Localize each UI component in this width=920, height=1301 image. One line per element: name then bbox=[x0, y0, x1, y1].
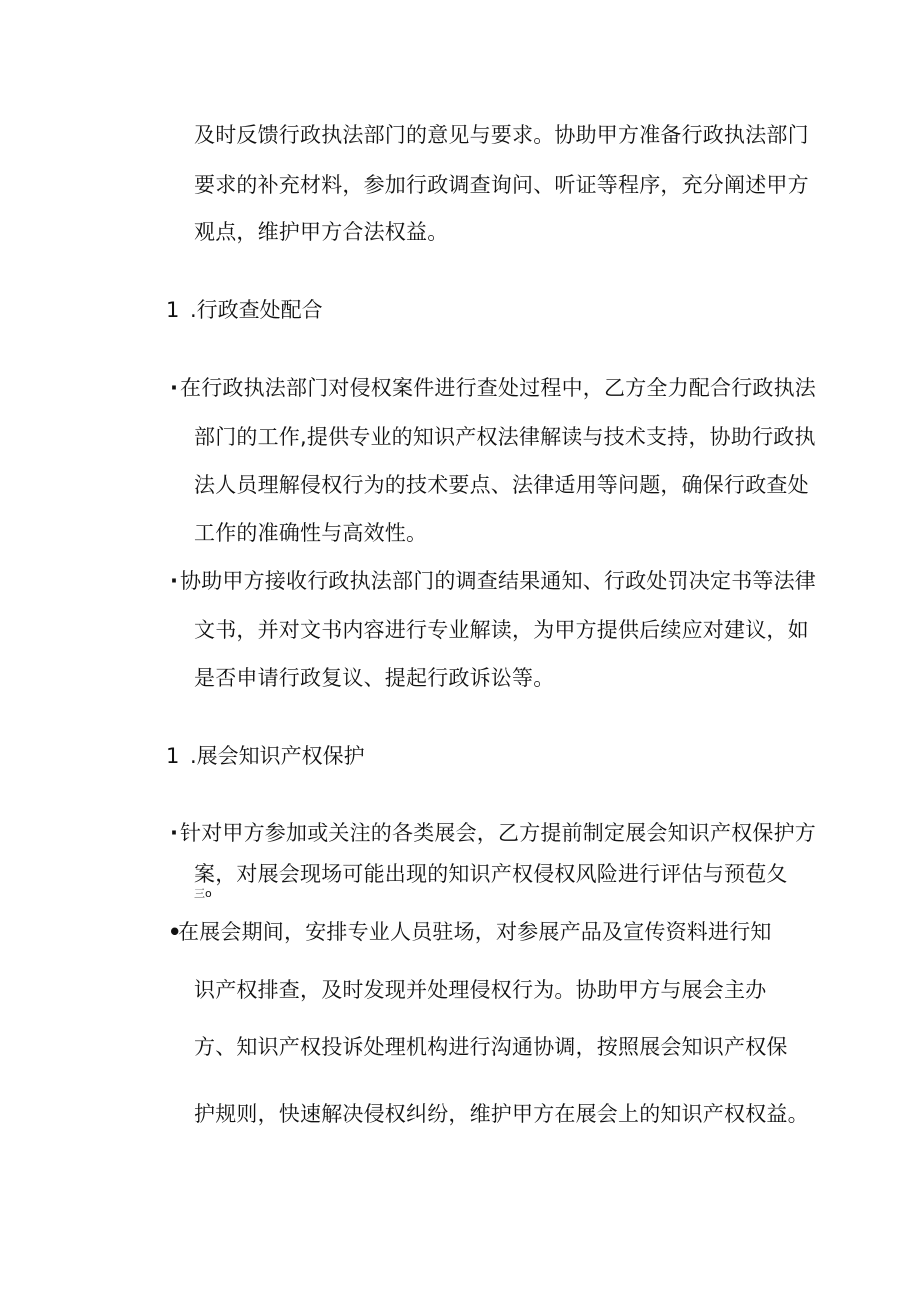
bullet-text: 协助甲方接收行政执法部门的调查结果通知、行政处罚决定书等法律 bbox=[180, 569, 816, 593]
bullet-text: 在行政执法部门对侵权案件进行查处过程中，乙方全力配合行政执法 bbox=[180, 376, 816, 400]
intro-line-2: 要求的补充材料，参加行政调查询问、听证等程序，充分阐述甲方 bbox=[194, 173, 809, 197]
section2-bullet2-line-4: 护规则，快速解决侵权纠纷，维护甲方在展会上的知识产权权益。 bbox=[194, 1102, 809, 1126]
section1-heading bbox=[166, 297, 323, 323]
bullet-text: 在展会期间，安排专业人员驻场，对参展产品及宣传资料进行知 bbox=[178, 920, 772, 944]
bullet-marker: · bbox=[170, 376, 179, 400]
bullet-marker: · bbox=[170, 569, 179, 593]
section1-bullet1-line-2: 部门的工作,提供专业的知识产权法律解读与技术支持，协助行政执 bbox=[194, 425, 816, 449]
section1-title: .行政查处配合 bbox=[190, 298, 323, 322]
section1-bullet1-line-4: 工作的准确性与高效性。 bbox=[194, 521, 428, 545]
section2-bullet1-line-1 bbox=[170, 820, 816, 846]
bullet-text: 针对甲方参加或关注的各类展会，乙方提前制定展会知识产权保护方 bbox=[180, 821, 816, 845]
section2-heading bbox=[166, 743, 365, 769]
section1-bullet2-line-2: 文书，并对文书内容进行专业解读，为甲方提供后续应对建议，如 bbox=[194, 618, 809, 642]
section1-number: 1 bbox=[166, 298, 180, 322]
bullet-marker: · bbox=[170, 821, 179, 845]
section2-bullet2-line-1 bbox=[168, 919, 772, 945]
section2-bullet2-line-3: 方、知识产权投诉处理机构进行沟通协调，按照展会知识产权保 bbox=[194, 1035, 788, 1059]
section1-bullet1-line-1 bbox=[170, 375, 816, 401]
section2-title: .展会知识产权保护 bbox=[190, 744, 365, 768]
section2-bullet1-line-2: 案，对展会现场可能出现的知识产权侵权风险进行评估与预苞夂 bbox=[194, 862, 788, 886]
section1-bullet2-line-1 bbox=[170, 568, 816, 594]
intro-line-1: 及时反馈行政执法部门的意见与要求。协助甲方准备行政执法部门 bbox=[194, 123, 809, 147]
bullet-marker: • bbox=[168, 920, 182, 944]
section2-bullet1-note: 三o bbox=[194, 887, 212, 900]
section1-bullet2-line-3: 是否申请行政复议、提起行政诉讼等。 bbox=[194, 666, 555, 690]
section2-number: 1 bbox=[166, 744, 180, 768]
section2-bullet2-line-2: 识产权排查，及时发现并处理侵权行为。协助甲方与展会主办 bbox=[194, 978, 767, 1002]
intro-line-3: 观点，维护甲方合法权益。 bbox=[194, 220, 449, 244]
section1-bullet1-line-3: 法人员理解侵权行为的技术要点、法律适用等问题，确保行政查处 bbox=[194, 473, 809, 497]
